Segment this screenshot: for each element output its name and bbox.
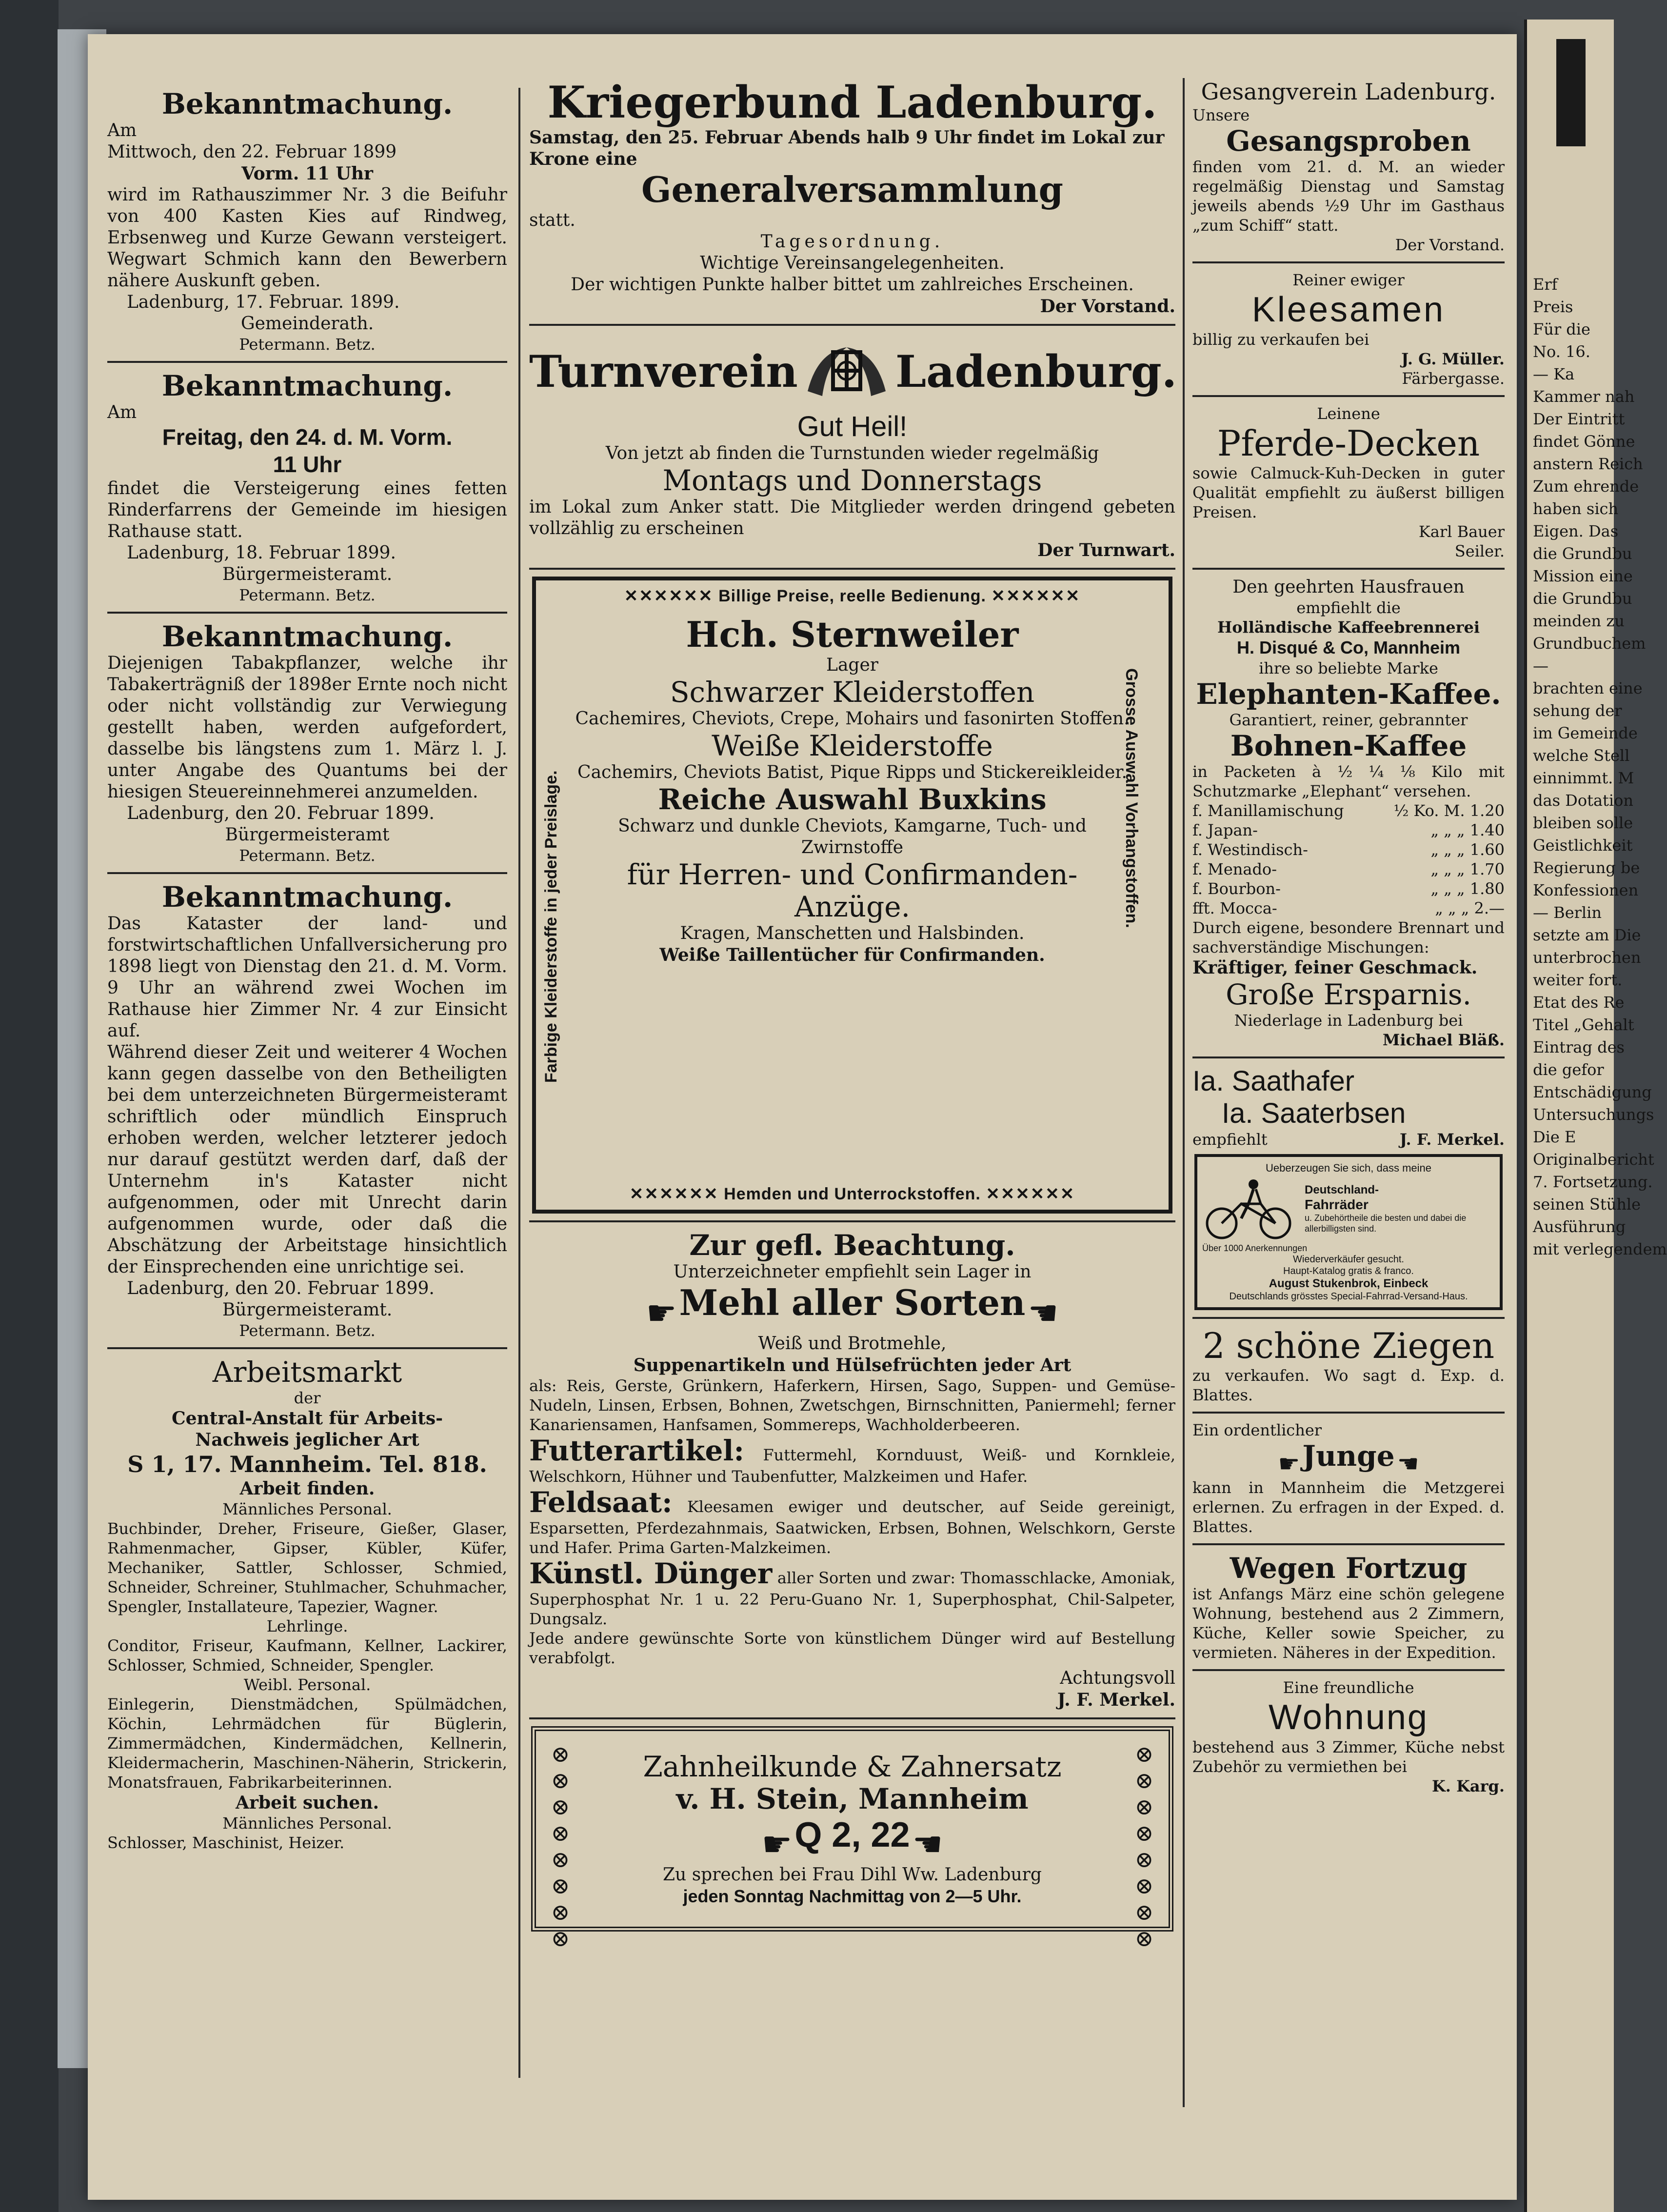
notice-signature: Petermann. Betz.	[239, 846, 376, 865]
next-page-line: mit verlegendem	[1533, 1240, 1667, 1258]
ad-dentist	[531, 1726, 1173, 1952]
ad-firm: H. Disqué & Co, Mannheim	[1236, 638, 1461, 658]
sternweiler-heading: Weiße Kleiderstoffe	[712, 729, 993, 762]
notice-signature: Petermann. Betz.	[239, 335, 376, 354]
notice-gravel	[107, 88, 507, 354]
ad-title-right: Ladenburg.	[895, 346, 1177, 398]
merkel-category: Künstl. Dünger	[529, 1556, 773, 1590]
next-page-line: die Grundbu	[1533, 589, 1632, 608]
divider	[529, 324, 1175, 326]
ad-line: Reiner ewiger	[1292, 271, 1405, 289]
notice-office: Bürgermeisteramt	[225, 825, 390, 845]
ad-saathafer	[1192, 1065, 1505, 1149]
sternweiler-line: Kragen, Manschetten und Halsbinden.	[680, 923, 1025, 943]
dentist-name: v. H. Stein, Mannheim	[676, 1782, 1029, 1815]
cross-ornament: ✕✕✕✕✕✕	[624, 587, 714, 605]
next-page-line: welche Stell	[1533, 746, 1630, 765]
divider	[107, 612, 507, 614]
ad-headline: Bohnen-Kaffee	[1230, 729, 1467, 762]
band-text: Billige Preise, reelle Bedienung.	[718, 587, 986, 605]
notice-date: Ladenburg, 17. Februar. 1899.	[127, 292, 400, 312]
price-row	[1192, 879, 1505, 898]
notice-line: Vorm. 11 Uhr	[241, 163, 373, 184]
labour-list: Schlosser, Maschinist, Heizer.	[107, 1833, 345, 1852]
sternweiler-heading: Anzüge.	[794, 890, 911, 923]
notice-body: Diejenigen Tabakpflanzer, welche ihr Tabakerträgniß der 1898er Ernte noch nicht oder nicht vollständig zur Verwiegung gestellt haben, werden aufgefordert, dasselbe bis längstens zum 1. März l. J. unter Angabe des Quantums bei der hiesigen Steuereinnehmerei anzumelden.	[107, 653, 507, 802]
merkel-body: Kleesamen ewiger und deutscher, auf Seide gereinigt, Esparsetten, Pferdezahnmais, Saatwicken, Erbsen, Bohnen, Welschkorn, Gerste und Hafer. Prima Garten-Malzkeimen.	[529, 1497, 1176, 1557]
bicycle-riders-icon	[1202, 1175, 1300, 1243]
merkel-title: Zur gefl. Beachtung.	[689, 1229, 1015, 1262]
ad-line: empfiehlt	[1192, 1130, 1268, 1149]
next-page-line: Konfessionen	[1533, 881, 1639, 899]
divider	[107, 361, 507, 363]
next-page-line: Erf	[1533, 275, 1558, 294]
next-page-line: setzte am Die	[1533, 926, 1641, 944]
price-value: ½ Ko. M. 1.20	[1393, 801, 1505, 820]
pointing-hand-left-icon: ☚	[1397, 1449, 1419, 1478]
ad-signature: Karl Bauer	[1418, 522, 1505, 541]
next-page-line: —	[1533, 657, 1548, 675]
merkel-line: Weiß und Brotmehle,	[758, 1333, 947, 1354]
price-row	[1192, 859, 1505, 879]
next-page-edge	[1524, 20, 1667, 2212]
labour-subheading: Lehrlinge.	[266, 1617, 348, 1635]
ad-body: in Packeten à ½ ¼ ⅛ Kilo mit Schutzmarke „Elephant“ versehen.	[1192, 762, 1505, 800]
ad-line: Garantiert, reiner, gebrannter	[1229, 711, 1468, 729]
divider	[1192, 395, 1505, 397]
next-page-line: weiter fort.	[1533, 971, 1623, 989]
merkel-headline: Mehl aller Sorten	[679, 1282, 1026, 1323]
ad-headline: Wohnung	[1269, 1697, 1429, 1737]
ad-line: Unsere	[1192, 106, 1250, 124]
pointing-hand-left-icon: ☚	[1028, 1293, 1059, 1333]
notice-title: Bekanntmachung.	[161, 369, 453, 402]
divider	[1192, 261, 1505, 263]
ad-ziegen	[1192, 1326, 1505, 1405]
ad-body: kann in Mannheim die Metzgerei erlernen. Zu erfragen in der Exped. d. Blattes.	[1192, 1478, 1505, 1536]
divider	[1192, 1669, 1505, 1671]
divider	[1192, 1056, 1505, 1058]
dentist-line: jeden Sonntag Nachmittag von 2—5 Uhr.	[683, 1886, 1022, 1906]
divider	[107, 1347, 507, 1349]
notice-office: Gemeinderath.	[240, 314, 374, 334]
next-page-line: seinen Stühle	[1533, 1195, 1641, 1214]
ad-signature: Der Vorstand.	[1395, 236, 1505, 254]
ad-body: sowie Calmuck-Kuh-Decken in guter Qualität empfiehlt zu äußerst billigen Preisen.	[1192, 464, 1505, 521]
next-page-line: findet Gönne	[1533, 432, 1635, 451]
ad-body: Durch eigene, besondere Brennart und sachverständige Mischungen:	[1192, 918, 1505, 957]
price-name: f. Manillamischung	[1192, 801, 1344, 820]
notice-body: Das Kataster der land- und forstwirtschaftlichen Unfallversicherung pro 1898 liegt von Dienstag den 21. d. M. Vorm. 9 Uhr an während zwei Wochen im Rathause hier Zimmer Nr. 4 zur Einsicht auf.	[107, 914, 507, 1041]
ad-line: Den geehrten Hausfrauen	[1232, 577, 1465, 597]
column-1	[107, 88, 507, 1853]
ad-body: bestehend aus 3 Zimmer, Küche nebst Zubehör zu vermiethen bei	[1192, 1737, 1505, 1776]
labour-heading: Arbeit finden.	[239, 1478, 375, 1499]
turner-cross-emblem-icon	[798, 333, 895, 411]
next-page-line: Für die	[1533, 320, 1590, 339]
price-name: f. Westindisch-	[1192, 840, 1308, 859]
next-page-line: Regierung be	[1533, 858, 1640, 877]
next-page-line: die gefor	[1533, 1060, 1604, 1079]
bike-line: Deutschland-	[1305, 1183, 1379, 1196]
notice-title: Bekanntmachung.	[161, 87, 453, 120]
next-page-line: unterbrochen	[1533, 948, 1641, 967]
divider	[107, 872, 507, 874]
next-page-line: Titel „Gehalt	[1533, 1016, 1634, 1034]
sternweiler-heading: für Herren- und Confirmanden-	[627, 858, 1078, 891]
next-page-line: — Berlin	[1533, 903, 1602, 922]
ad-gesangverein	[1192, 78, 1505, 255]
notice-cadastre	[107, 881, 507, 1340]
pointing-hand-right-icon: ☛	[761, 1824, 793, 1864]
ad-line: Ein ordentlicher	[1192, 1421, 1322, 1439]
ad-headline: Ia. Saathafer	[1192, 1065, 1355, 1097]
divider	[1192, 568, 1505, 570]
next-page-line: Mission eine	[1533, 567, 1633, 585]
ad-line: Leinene	[1317, 404, 1380, 423]
ad-headline: Montags und Donnerstags	[662, 464, 1042, 497]
notice-signature: Petermann. Betz.	[239, 1321, 376, 1340]
pointing-hand-right-icon: ☛	[1278, 1449, 1300, 1478]
next-page-masthead	[1527, 20, 1614, 273]
labour-subheading: Männliches Personal.	[222, 1814, 392, 1833]
ad-line: Samstag, den 25. Februar Abends halb 9 Uhr findet im Lokal zur Krone eine	[529, 127, 1165, 169]
notice-date: Ladenburg, den 20. Februar 1899.	[127, 1278, 435, 1298]
notice-office: Bürgermeisteramt.	[222, 564, 393, 584]
merkel-line: Suppenartikeln und Hülsefrüchten jeder Art	[633, 1355, 1072, 1375]
cross-ornament: ✕✕✕✕✕✕	[629, 1185, 719, 1203]
sternweiler-name: Hch. Sternweiler	[686, 614, 1019, 655]
pointing-hand-right-icon: ☛	[646, 1293, 677, 1333]
ring-ornament-right: ⊗ ⊗ ⊗ ⊗ ⊗ ⊗ ⊗ ⊗	[1134, 1740, 1154, 1952]
cross-ornament: ✕✕✕✕✕✕	[986, 1185, 1075, 1203]
ad-signature: Michael Bläß.	[1382, 1031, 1505, 1049]
labour-address: S 1, 17. Mannheim. Tel. 818.	[127, 1451, 487, 1477]
price-value: „ „ „ 1.60	[1430, 840, 1505, 859]
merkel-signature: J. F. Merkel.	[1057, 1689, 1175, 1710]
band-text: Hemden und Unterrockstoffen.	[724, 1185, 981, 1203]
next-page-line: — Ka	[1533, 365, 1575, 383]
price-value: „ „ „ 2.—	[1435, 899, 1505, 917]
divider	[529, 1220, 1175, 1222]
sternweiler-line: Cachemirs, Cheviots Batist, Pique Ripps und Stickereikleider.	[577, 762, 1127, 782]
labour-subheading: Männliches Personal.	[222, 1500, 392, 1518]
ad-elephanten-kaffee	[1192, 577, 1505, 1050]
ad-line: Holländische Kaffeebrennerei	[1217, 618, 1480, 637]
next-page-line: Der Eintritt	[1533, 410, 1625, 428]
labour-list: Einlegerin, Dienstmädchen, Spülmädchen, Köchin, Lehrmädchen für Büglerin, Zimmermädchen, Kindermädchen, Kellnerin, Kleidermacherin, Maschinen-Näherin, Strickerin, Monatsfrauen, Fabrikarbeiterinnen.	[107, 1695, 507, 1792]
notice-date: Ladenburg, 18. Februar 1899.	[127, 543, 396, 563]
ad-pferdedecken	[1192, 404, 1505, 561]
pointing-hand-left-icon: ☚	[912, 1824, 943, 1864]
ad-headline: Ia. Saaterbsen	[1222, 1097, 1406, 1129]
labour-title: Arbeitsmarkt	[212, 1355, 402, 1389]
ad-signature: Der Vorstand.	[1040, 296, 1175, 317]
sternweiler-heading: Schwarzer Kleiderstoffen	[670, 676, 1035, 709]
ad-line: Kräftiger, feiner Geschmack.	[1192, 957, 1478, 978]
ad-body: im Lokal zum Anker statt. Die Mitglieder werden dringend gebeten vollzählig zu erscheinen	[529, 497, 1175, 538]
next-page-line: Geistlichkeit	[1533, 836, 1633, 855]
ad-agenda: Tagesordnung.	[760, 232, 944, 252]
bike-line: Deutschlands grösstes Special-Fahrrad-Versand-Haus.	[1229, 1291, 1468, 1302]
next-page-line: einnimmt. M	[1533, 769, 1634, 787]
divider	[529, 1717, 1175, 1719]
next-page-line: Eigen. Das	[1533, 522, 1619, 540]
next-page-line: Preis	[1533, 298, 1573, 316]
next-page-line: Zum ehrende	[1533, 477, 1639, 496]
next-page-line: Untersuchungs	[1533, 1105, 1654, 1124]
cross-ornament: ✕✕✕✕✕✕	[991, 587, 1081, 605]
merkel-line: Achtungsvoll	[1060, 1668, 1175, 1688]
next-page-text	[1527, 273, 1667, 1260]
ad-headline: Generalversammlung	[641, 169, 1063, 210]
price-row	[1192, 801, 1505, 820]
merkel-body: aller Sorten und zwar: Thomasschlacke, Amoniak, Superphosphat Nr. 1 u. 22 Peru-Guano Nr. 1, Superphosphat, Chil-Salpeter, Dungsalz.	[529, 1568, 1176, 1628]
ring-ornament-left: ⊗ ⊗ ⊗ ⊗ ⊗ ⊗ ⊗ ⊗	[551, 1740, 570, 1952]
notice-tobacco	[107, 620, 507, 865]
merkel-category: Futterartikel:	[529, 1434, 744, 1467]
ad-body: finden vom 21. d. M. an wieder regelmäßig Dienstag und Samstag jeweils abends ½9 Uhr im Gasthaus „zum Schiff“ statt.	[1192, 158, 1505, 235]
next-page-line: Originalbericht	[1533, 1150, 1654, 1169]
notice-date: Ladenburg, den 20. Februar 1899.	[127, 803, 435, 823]
dentist-address: Q 2, 22	[794, 1815, 910, 1854]
next-page-line: Grundbuchem	[1533, 634, 1646, 653]
ad-signature: K. Karg.	[1431, 1776, 1505, 1795]
ad-headline: Kleesamen	[1251, 290, 1446, 329]
notice-office: Bürgermeisteramt.	[222, 1300, 393, 1320]
ad-title-left: Turnverein	[529, 346, 798, 398]
next-page-line: bleiben solle	[1533, 814, 1633, 832]
ad-headline: 2 schöne Ziegen	[1202, 1325, 1495, 1366]
divider	[1192, 1317, 1505, 1319]
merkel-category: Feldsaat:	[529, 1485, 673, 1519]
bike-line: u. Zubehörtheile die besten und dabei die allerbilligsten sind.	[1305, 1213, 1467, 1234]
notice-line: 11 Uhr	[273, 452, 342, 477]
notice-body: wird im Rathauszimmer Nr. 3 die Beifuhr von 400 Kasten Kies auf Rindweg, Erbsenweg und Kurze Gewann versteigert. Wegwart Schmich kann den Bewerbern nähere Auskunft geben.	[107, 185, 507, 291]
ad-headline: Pferde-Decken	[1217, 423, 1480, 464]
bike-line: Wiederverkäufer gesucht.	[1293, 1254, 1404, 1265]
notice-line: Am	[107, 120, 137, 140]
ad-headline: Gesangsproben	[1226, 124, 1471, 158]
labour-line: der	[294, 1389, 321, 1407]
ad-line: statt.	[529, 210, 576, 230]
price-value: „ „ „ 1.80	[1430, 879, 1505, 898]
ad-line: Eine freundliche	[1283, 1678, 1414, 1697]
price-name: f. Menado-	[1192, 860, 1277, 878]
divider	[529, 568, 1175, 570]
next-page-line: 7. Fortsetzung.	[1533, 1173, 1653, 1191]
bike-line: August Stukenbrok, Einbeck	[1269, 1277, 1429, 1290]
dentist-title: Zahnheilkunde & Zahnersatz	[643, 1750, 1062, 1783]
next-page-line: haben sich	[1533, 499, 1619, 518]
notice-auction	[107, 370, 507, 605]
ad-wohnung	[1192, 1678, 1505, 1796]
ad-headline: Junge	[1302, 1439, 1395, 1473]
notice-title: Bekanntmachung.	[161, 880, 453, 914]
ad-line: ihre so beliebte Marke	[1259, 659, 1438, 678]
ad-merkel-mehl	[529, 1229, 1175, 1711]
price-value: „ „ „ 1.40	[1430, 821, 1505, 839]
ad-headline: Große Ersparnis.	[1226, 978, 1471, 1011]
notice-line: Am	[107, 402, 137, 422]
merkel-body: als: Reis, Gerste, Grünkern, Haferkern, Hirsen, Sago, Suppen- und Gemüse-Nudeln, Linsen, Erbsen, Bohnen, Zwetschgen, Birnschnitten, Paniermehl; ferner Kanariensamen, Hanfsamen, Sommereps, Wachholderbeeren.	[529, 1376, 1175, 1434]
ad-headline: Wegen Fortzug	[1230, 1551, 1468, 1585]
notice-line: Mittwoch, den 22. Februar 1899	[107, 142, 397, 162]
labour-market	[107, 1356, 507, 1853]
sternweiler-line: Weiße Taillentücher für Confirmanden.	[659, 945, 1045, 965]
bike-line: Fahrräder	[1305, 1197, 1369, 1212]
ad-signature: Färbergasse.	[1402, 369, 1505, 388]
next-page-line: Kammer nah	[1533, 387, 1635, 406]
ad-title: Gesangverein Ladenburg.	[1201, 79, 1496, 105]
sternweiler-line: Schwarz und dunkle Cheviots, Kamgarne, Tuch- und Zwirnstoffe	[618, 816, 1087, 857]
bike-line: Ueberzeugen Sie sich, dass meine	[1266, 1162, 1431, 1174]
sternweiler-top-band	[536, 586, 1169, 606]
next-page-line: Eintrag des	[1533, 1038, 1625, 1056]
notice-body: findet die Versteigerung eines fetten Rinderfarrens der Gemeinde im hiesigen Rathause statt.	[107, 478, 507, 541]
sternweiler-line: Lager	[826, 655, 878, 675]
ad-body: ist Anfangs März eine schön gelegene Wohnung, bestehend aus 2 Zimmern, Küche, Keller sowie Speicher, zu vermieten. Näheres in der Expedition.	[1192, 1584, 1505, 1662]
sternweiler-line: Cachemires, Cheviots, Crepe, Mohairs und fasonirten Stoffen.	[575, 709, 1130, 729]
next-page-line: die Grundbu	[1533, 544, 1632, 563]
ad-headline: Elephanten-Kaffee.	[1196, 678, 1501, 711]
scan-background	[0, 0, 59, 2212]
ad-greeting: Gut Heil!	[797, 411, 908, 442]
ad-turnverein	[529, 333, 1175, 561]
next-page-line: No. 16.	[1533, 342, 1590, 361]
divider	[1192, 1412, 1505, 1414]
ad-line: Von jetzt ab finden die Turnstunden wieder regelmäßig	[605, 443, 1099, 463]
labour-line: Nachweis jeglicher Art	[195, 1430, 419, 1450]
next-page-line: Ausführung	[1533, 1217, 1626, 1236]
price-name: f. Japan-	[1192, 821, 1258, 839]
ad-line: billig zu verkaufen bei	[1192, 330, 1369, 349]
labour-heading: Arbeit suchen.	[236, 1793, 379, 1813]
notice-body: Während dieser Zeit und weiterer 4 Wochen kann gegen dasselbe von den Betheiligten bei dem unterzeichneten Bürgermeisteramt schriftlich oder mündlich Einspruch erhoben werden, welcher letzterer jedoch nur darauf gestützt werden darf, daß der Unternehm in's Kataster nicht aufgenommen, oder mit Unrecht darin aufgenommen wurde, oder daß die Abschätzung der Arbeitstage hinsichtlich der Einsprechenden eine unrichtige sei.	[107, 1042, 507, 1277]
sternweiler-heading: Reiche Auswahl Buxkins	[658, 783, 1047, 816]
ad-line: Niederlage in Ladenburg bei	[1234, 1011, 1463, 1030]
price-value: „ „ „ 1.70	[1430, 860, 1505, 878]
merkel-line: Unterzeichneter empfiehlt sein Lager in	[673, 1262, 1032, 1282]
labour-line: Central-Anstalt für Arbeits-	[171, 1408, 443, 1429]
merkel-body: Jede andere gewünschte Sorte von künstlichem Dünger wird auf Bestellung verabfolgt.	[529, 1629, 1175, 1667]
labour-subheading: Weibl. Personal.	[243, 1675, 371, 1694]
side-band-right: Grosse Auswahl Vorhangstoffen.	[1122, 668, 1141, 928]
price-row	[1192, 820, 1505, 840]
bike-stamp: Über 1000 Anerkennungen	[1202, 1243, 1308, 1253]
price-list	[1192, 801, 1505, 918]
next-page-line: brachten eine	[1533, 679, 1643, 697]
next-page-line: Entschädigung	[1533, 1083, 1652, 1101]
labour-list: Conditor, Friseur, Kaufmann, Kellner, Lackirer, Schlosser, Schmied, Schneider, Spengler.	[107, 1636, 507, 1674]
ad-signature: J. F. Merkel.	[1399, 1130, 1505, 1149]
price-row	[1192, 840, 1505, 859]
next-page-line: im Gemeinde	[1533, 724, 1638, 742]
merkel-body: Futtermehl, Kornduust, Weiß- und Kornkleie, Welschkorn, Hühner und Taubenfutter, Malzkeimen und Hafer.	[529, 1445, 1176, 1486]
notice-line: Freitag, den 24. d. M. Vorm.	[162, 424, 453, 450]
ad-signature: Seiler.	[1454, 542, 1505, 560]
side-band-left: Farbige Kleiderstoffe in jeder Preislage.	[542, 770, 560, 1083]
next-page-line: das Dotation	[1533, 791, 1633, 810]
column-rule-2	[1183, 78, 1185, 2107]
ad-title: Kriegerbund Ladenburg.	[547, 77, 1157, 128]
ad-junge	[1192, 1420, 1505, 1536]
column-rule-1	[518, 88, 520, 2078]
ad-kleesamen	[1192, 270, 1505, 388]
next-page-line: Die E	[1533, 1128, 1576, 1146]
notice-title: Bekanntmachung.	[161, 620, 453, 653]
dentist-line: Zu sprechen bei Frau Dihl Ww. Ladenburg	[663, 1865, 1042, 1885]
next-page-line: meinden zu	[1533, 612, 1625, 630]
ad-signature: Der Turnwart.	[1037, 540, 1175, 560]
column-2	[529, 77, 1177, 1952]
ad-kriegerbund	[529, 78, 1175, 317]
ad-signature: J. G. Müller.	[1401, 350, 1505, 368]
ad-sternweiler	[532, 577, 1172, 1214]
ad-body: zu verkaufen. Wo sagt d. Exp. d. Blattes.	[1192, 1366, 1505, 1404]
sternweiler-bottom-band	[536, 1184, 1169, 1204]
ad-line: Wichtige Vereinsangelegenheiten.	[700, 253, 1005, 273]
price-row	[1192, 898, 1505, 918]
next-page-line: sehung der	[1533, 701, 1622, 720]
next-page-line: anstern Reich	[1533, 455, 1643, 473]
bike-line: Haupt-Katalog gratis & franco.	[1283, 1266, 1414, 1276]
ad-fahrraeder	[1194, 1154, 1503, 1310]
column-3	[1192, 78, 1505, 1796]
labour-list: Buchbinder, Dreher, Friseure, Gießer, Glaser, Rahmenmacher, Gipser, Kübler, Küfer, Mechaniker, Sattler, Schlosser, Schmied, Schneider, Schreiner, Stuhlmacher, Schuhmacher, Spengler, Installateure, Tapezier, Wagner.	[107, 1519, 507, 1616]
price-name: fft. Mocca-	[1192, 899, 1277, 917]
divider	[1192, 1543, 1505, 1545]
next-page-line: Etat des Re	[1533, 993, 1625, 1012]
price-name: f. Bourbon-	[1192, 879, 1281, 898]
ad-line: empfiehlt die	[1296, 598, 1401, 617]
notice-signature: Petermann. Betz.	[239, 586, 376, 604]
ad-line: Der wichtigen Punkte halber bittet um zahlreiches Erscheinen.	[571, 275, 1134, 295]
ad-fortzug	[1192, 1552, 1505, 1662]
